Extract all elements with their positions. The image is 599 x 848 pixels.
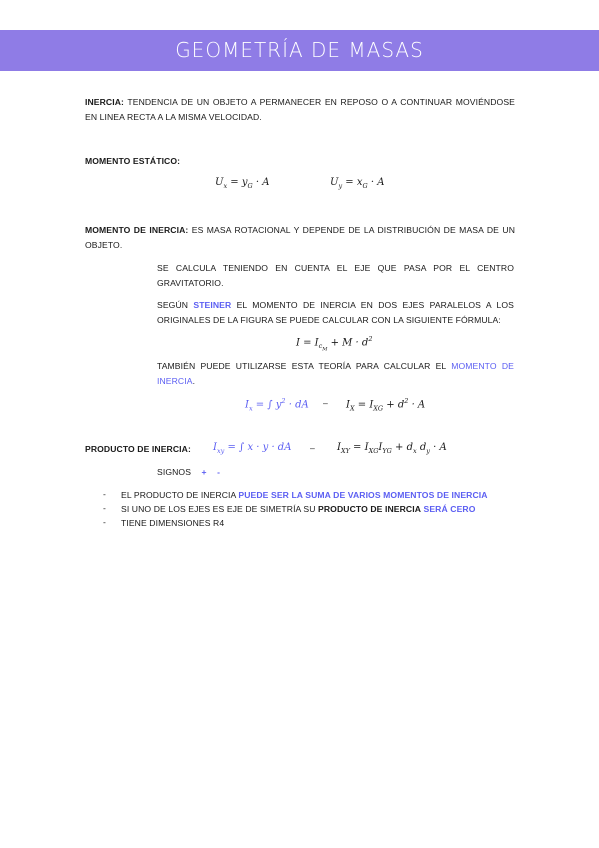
inercia-text: TENDENCIA DE UN OBJETO A PERMANECER EN REPOSO O A CONTINUAR MOVIÉNDOSE EN LINEA RECTA A LA MISMA VELOCIDAD.: [85, 97, 515, 122]
steiner-text-b: EL MOMENTO DE INERCIA EN DOS EJES PARALELOS A LOS ORIGINALES DE LA FIGURA SE PUEDE CALCULAR CON LA SIGUIENTE FÓRMULA:: [157, 300, 514, 325]
bullet-item: TIENE DIMENSIONES R4: [121, 518, 225, 528]
bullet-item: [121, 502, 476, 517]
bullet-text: EL PRODUCTO DE INERCIA: [121, 490, 239, 500]
centro-gravitatorio-paragraph: SE CALCULA TENIENDO EN CUENTA EL EJE QUE PASA POR EL CENTRO GRAVITATORIO.: [157, 263, 514, 288]
bullet-highlight: PUEDE SER LA SUMA DE VARIOS MOMENTOS DE INERCIA: [238, 490, 488, 500]
momento-inercia-text: ES MASA ROTACIONAL Y DEPENDE DE LA DISTRIBUCIÓN DE MASA DE UN OBJETO.: [85, 225, 515, 250]
teoria-paragraph: [157, 359, 514, 388]
bullet-dash: -: [103, 489, 106, 499]
product-formula-separator: –: [310, 443, 315, 453]
formula-product-integral: $I_{xy}$ = ∫ x · y · dA: [213, 442, 292, 455]
formula-static-x: $U_x = y_G \cdot A$: [215, 177, 270, 190]
momento-inercia-highlight: MOMENTO DE INERCIA: [157, 361, 514, 386]
formula-product-parallel: $I_{XY} = I_{XG}I_{YG} + d_x$ $d_y \cdot A$: [337, 442, 447, 455]
signos-label: SIGNOS: [157, 467, 192, 477]
bullet-text: SI UNO DE LOS EJES ES EJE DE SIMETRÍA SU: [121, 504, 319, 514]
steiner-text-a: SEGÚN: [157, 300, 194, 310]
formula-separator: –: [323, 398, 328, 408]
bullet-highlight: SERÁ CERO: [423, 504, 476, 514]
formula-steiner: $I = I_{c_M} + M \cdot d^2$: [296, 335, 373, 353]
momento-estatico-label: MOMENTO ESTÁTICO:: [85, 156, 181, 166]
formula-static-y: $U_y = x_G \cdot A$: [330, 177, 385, 190]
steiner-paragraph: [157, 298, 514, 327]
formula-inertia-parallel: $I_X = I_{XG} + d^2 \cdot A$: [346, 397, 426, 413]
page-title: GEOMETRÍA DE MASAS: [0, 30, 599, 71]
teoria-text-a: TAMBIÉN PUEDE UTILIZARSE ESTA TEORÍA PARA CALCULAR EL: [157, 361, 452, 371]
bullet-item: [121, 488, 488, 503]
producto-inercia-label: PRODUCTO DE INERCIA:: [85, 444, 191, 454]
signos-minus: -: [217, 467, 221, 477]
inercia-paragraph: [85, 95, 515, 124]
teoria-text-b: .: [192, 375, 196, 386]
signos-plus: +: [201, 467, 207, 477]
bullet-dash: -: [103, 517, 106, 527]
steiner-highlight: STEINER: [193, 300, 232, 310]
momento-inercia-label: MOMENTO DE INERCIA:: [85, 225, 189, 235]
signos-row: [157, 465, 220, 480]
formula-inertia-integral: $I_x$ = ∫ $y^2$ · dA: [245, 397, 309, 413]
bullet-dash: -: [103, 503, 106, 513]
bullet-bold: PRODUCTO DE INERCIA: [318, 504, 421, 514]
momento-inercia-paragraph: [85, 223, 515, 252]
inercia-label: INERCIA:: [85, 97, 124, 107]
